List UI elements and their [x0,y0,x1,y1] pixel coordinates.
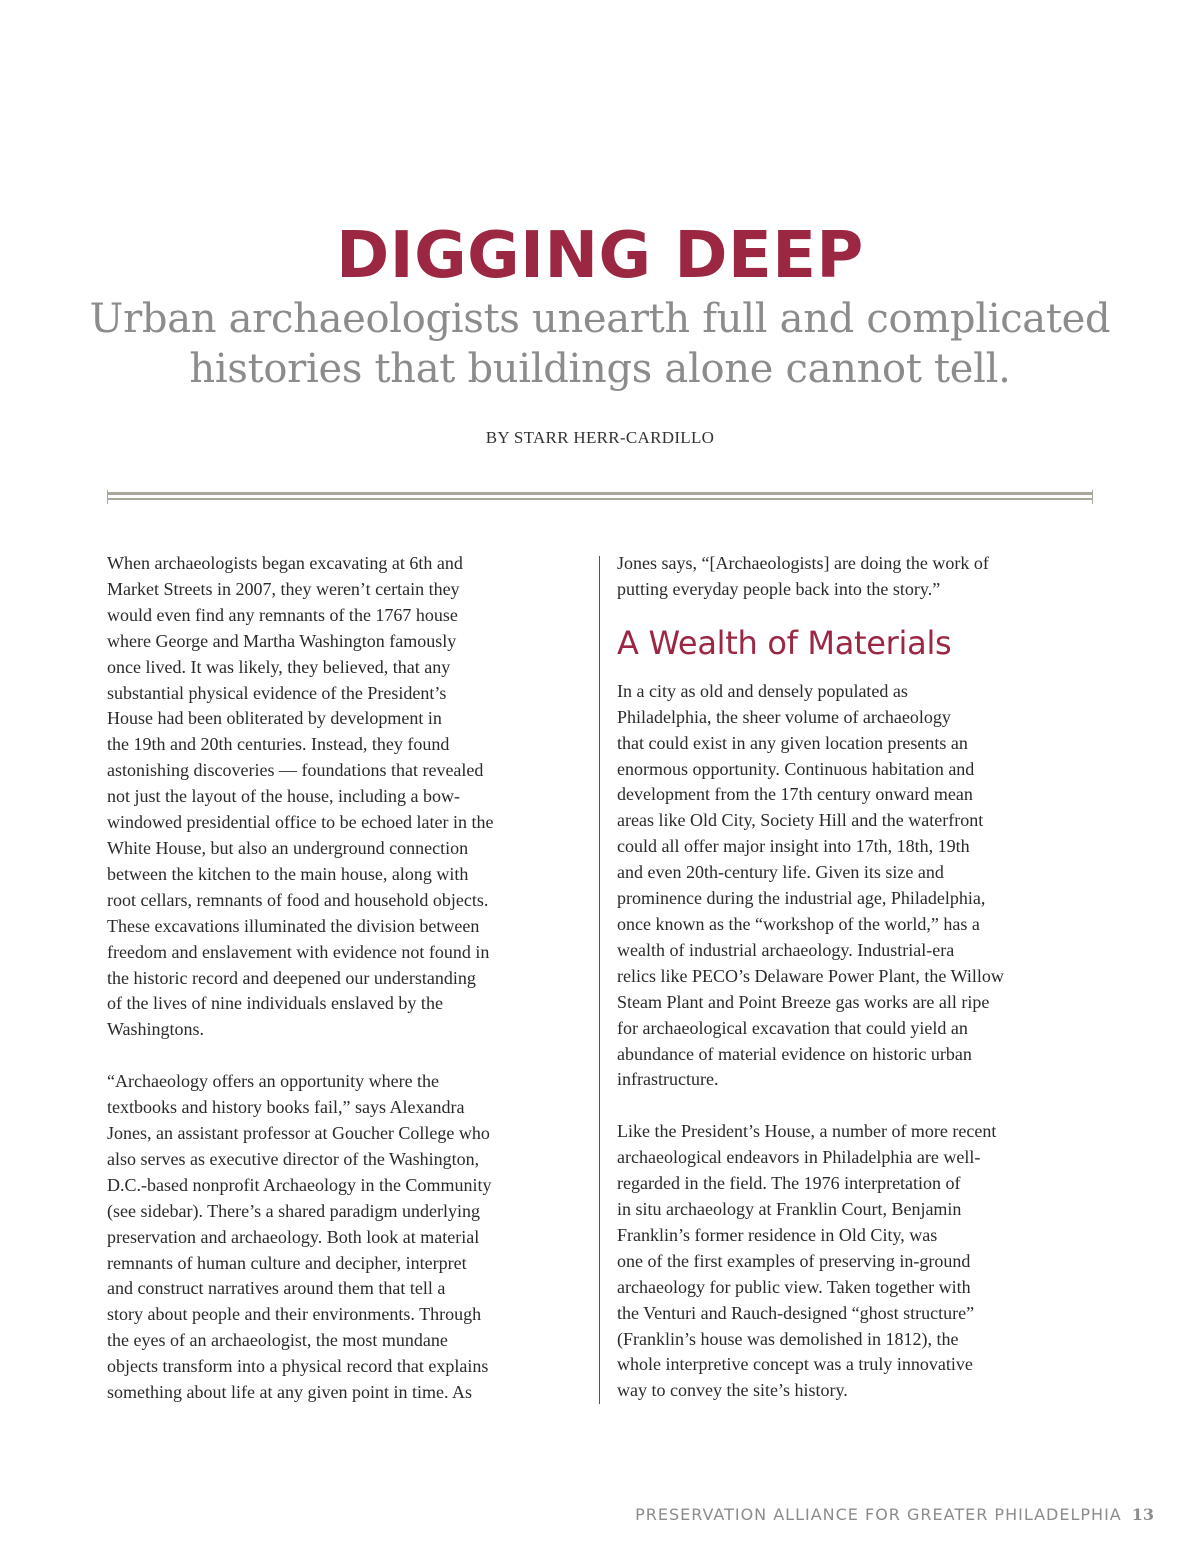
paragraph-franklin-court: Like the President’s House, a number of more recent archaeological endeavors in Philadelphia are well- regarded in the field. The 1976 interpretation of in situ archaeology at Franklin Court, Benjamin Franklin’s former residence in Old City, was one of the first examples of preserving in-ground archaeology for public view. Taken together with the Venturi and Rauch-designed “ghost structure” (Franklin’s house was demolished in 1812), the whole interpretive concept was a truly innovative way to convey the site’s history. [617,1121,997,1401]
left-column [107,551,585,1406]
page-number: 13 [1131,1505,1154,1524]
paragraph-archaeology-quote: “Archaeology offers an opportunity where the textbooks and history books fail,” says Alexandra Jones, an assistant professor at Goucher College who also serves as executive director of the Washington, D.C.-based nonprofit Archaeology in the Community (see sidebar). There’s a shared paradigm underlying preservation and archaeology. Both look at material remnants of human culture and decipher, interpret and construct narratives around them that tell a story about people and their environments. Through the eyes of an archaeologist, the most mundane objects transform into a physical record that explains something about life at any given point in time. As [107,1071,492,1403]
column-divider [599,556,600,1404]
publication-name: PRESERVATION ALLIANCE FOR GREATER PHILADELPHIA [635,1505,1122,1524]
section-heading: A Wealth of Materials [617,623,952,662]
subtitle-line-2: histories that buildings alone cannot tell. [189,346,1011,392]
paragraph-wealth-of-materials: In a city as old and densely populated as Philadelphia, the sheer volume of archaeology that could exist in any given location presents an enormous opportunity. Continuous habitation and development from the 17th century onward mean areas like Old City, Society Hill and the waterfront could all offer major insight into 17th, 18th, 19th and even 20th-century life. Given its size and prominence during the industrial age, Philadelphia, once known as the “workshop of the world,” has a wealth of industrial archaeology. Industrial-era relics like PECO’s Delaware Power Plant, the Willow Steam Plant and Point Breeze gas works are all ripe for archaeological excavation that could yield an abundance of material evidence on historic urban infrastructure. [617,680,1004,1090]
subtitle-line-1: Urban archaeologists unearth full and complicated [89,296,1111,342]
page-footer [635,1505,1154,1524]
article-title: DIGGING DEEP [336,219,864,293]
paragraph-jones-continued: Jones says, “[Archaeologists] are doing the work of putting everyday people back into the story.” [617,553,989,599]
double-rule-divider [107,490,1093,504]
right-column [617,551,1097,1404]
byline: BY STARR HERR-CARDILLO [485,428,715,447]
paragraph-presidents-house: When archaeologists began excavating at 6th and Market Streets in 2007, they weren’t certain they would even find any remnants of the 1767 house where George and Martha Washington famously once lived. It was likely, they believed, that any substantial physical evidence of the President’s House had been obliterated by development in the 19th and 20th centuries. Instead, they found astonishing discoveries — foundations that revealed not just the layout of the house, including a bow- windowed presidential office to be echoed later in the White House, but also an underground connection between the kitchen to the main house, along with root cellars, remnants of food and household objects. These excavations illuminated the division between freedom and enslavement with evidence not found in the historic record and deepened our understanding of the lives of nine individuals enslaved by the Washingtons. [107,553,494,1040]
article-subtitle [0,294,1200,394]
